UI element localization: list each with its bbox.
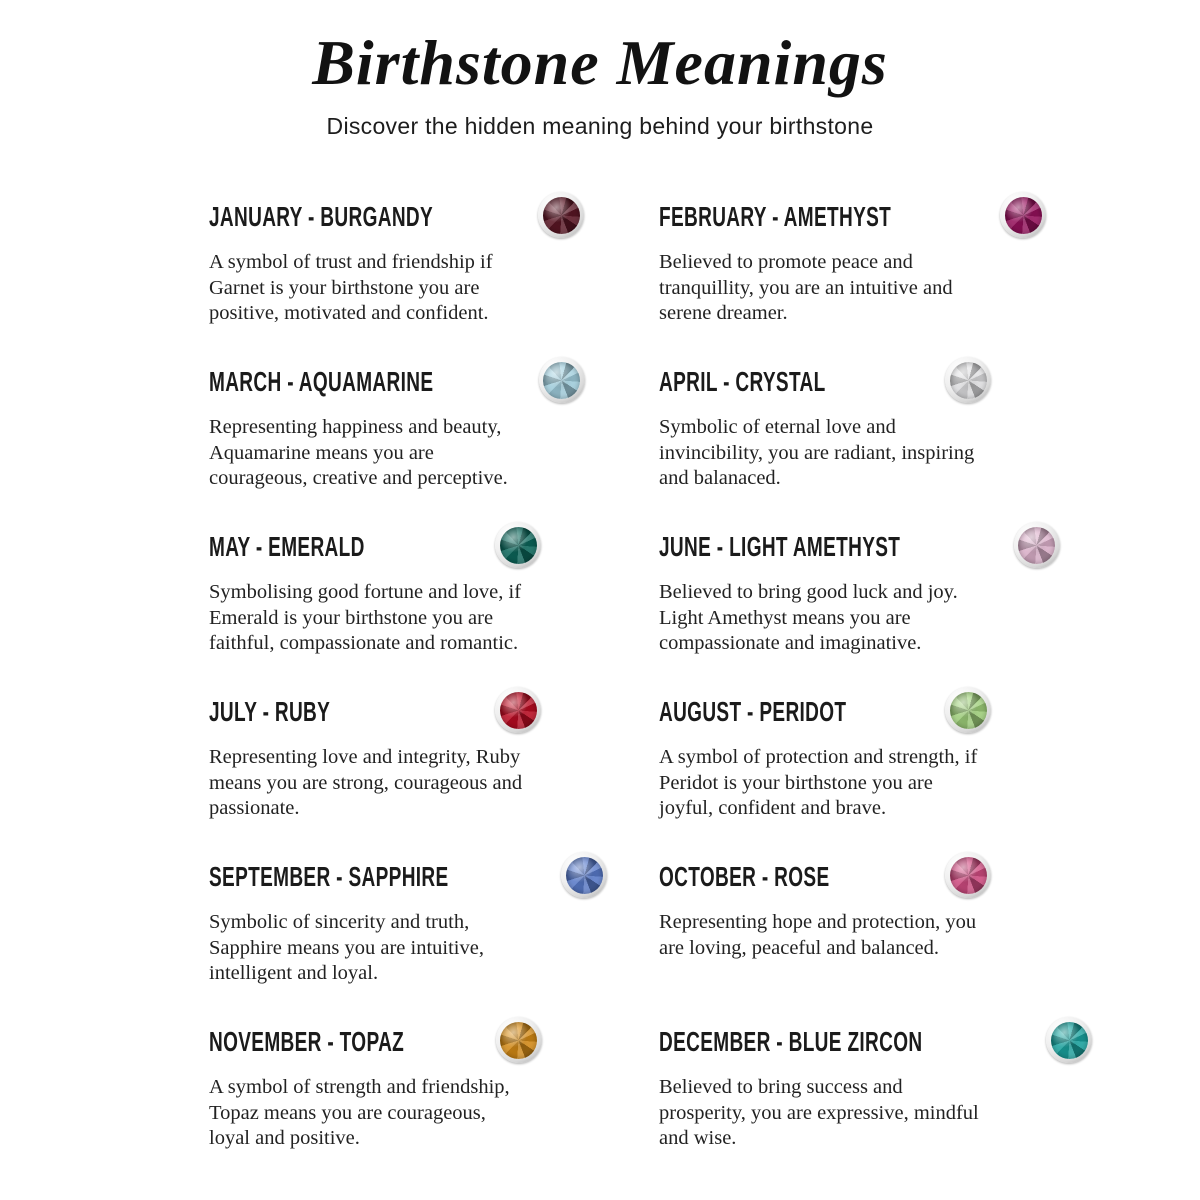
gem-icon bbox=[561, 852, 607, 898]
month-stone-heading: MAY - EMERALD bbox=[209, 531, 365, 563]
entry-head bbox=[209, 852, 541, 898]
gem-stone bbox=[500, 527, 537, 564]
entry-head bbox=[209, 192, 541, 238]
birthstone-description: Representing happiness and beauty, Aquamarine means you are courageous, creative and perceptive. bbox=[209, 416, 508, 489]
entry-head bbox=[209, 1017, 541, 1063]
entry-october bbox=[659, 852, 991, 1017]
birthstone-description: Believed to bring success and prosperity, you are expressive, mindful and wise. bbox=[659, 1076, 979, 1149]
entry-head bbox=[659, 522, 991, 568]
month-stone-heading: DECEMBER - BLUE ZIRCON bbox=[659, 1026, 923, 1058]
gem-icon bbox=[945, 687, 991, 733]
entry-march bbox=[209, 357, 541, 522]
gem-icon bbox=[1014, 522, 1060, 568]
gem-stone bbox=[566, 857, 603, 894]
month-stone-heading: JUNE - LIGHT AMETHYST bbox=[659, 531, 901, 563]
entry-june bbox=[659, 522, 991, 687]
gem-stone bbox=[950, 692, 987, 729]
entry-december bbox=[659, 1017, 991, 1182]
month-stone-heading: FEBRUARY - AMETHYST bbox=[659, 201, 892, 233]
gem-icon bbox=[1000, 192, 1046, 238]
gem-stone bbox=[950, 857, 987, 894]
entry-may bbox=[209, 522, 541, 687]
entry-head bbox=[209, 522, 541, 568]
gem-icon bbox=[496, 1017, 542, 1063]
birthstone-description: A symbol of protection and strength, if Peridot is your birthstone you are joyful, confident and brave. bbox=[659, 746, 978, 819]
entry-head bbox=[659, 192, 991, 238]
gem-stone bbox=[1005, 197, 1042, 234]
gem-icon bbox=[1046, 1017, 1092, 1063]
gem-stone bbox=[543, 197, 580, 234]
gem-icon bbox=[495, 687, 541, 733]
entry-head bbox=[659, 852, 991, 898]
gem-stone bbox=[500, 692, 537, 729]
birthstone-description: Representing love and integrity, Ruby means you are strong, courageous and passionate. bbox=[209, 746, 523, 819]
month-stone-heading: OCTOBER - ROSE bbox=[659, 861, 830, 893]
birthstone-grid bbox=[0, 192, 1200, 1182]
gem-icon bbox=[538, 192, 584, 238]
entry-august bbox=[659, 687, 991, 852]
entry-head bbox=[209, 687, 541, 733]
poster-header bbox=[0, 0, 1200, 140]
month-stone-heading: NOVEMBER - TOPAZ bbox=[209, 1026, 405, 1058]
birthstone-description: Symbolic of sincerity and truth, Sapphire means you are intuitive, intelligent and loyal. bbox=[209, 911, 484, 984]
gem-stone bbox=[950, 362, 987, 399]
month-stone-heading: AUGUST - PERIDOT bbox=[659, 696, 847, 728]
birthstone-description: Believed to promote peace and tranquillity, you are an intuitive and serene dreamer. bbox=[659, 251, 953, 324]
birthstone-description: Representing hope and protection, you are loving, peaceful and balanced. bbox=[659, 911, 977, 959]
entry-february bbox=[659, 192, 991, 357]
gem-icon bbox=[539, 357, 585, 403]
entry-november bbox=[209, 1017, 541, 1182]
birthstone-description: Symbolising good fortune and love, if Emerald is your birthstone you are faithful, compassionate and romantic. bbox=[209, 581, 522, 654]
gem-icon bbox=[495, 522, 541, 568]
entry-july bbox=[209, 687, 541, 852]
gem-stone bbox=[543, 362, 580, 399]
gem-icon bbox=[945, 357, 991, 403]
entry-january bbox=[209, 192, 541, 357]
month-stone-heading: SEPTEMBER - SAPPHIRE bbox=[209, 861, 449, 893]
entry-head bbox=[659, 357, 991, 403]
month-stone-heading: APRIL - CRYSTAL bbox=[659, 366, 826, 398]
birthstone-description: Believed to bring good luck and joy. Light Amethyst means you are compassionate and imaginative. bbox=[659, 581, 958, 654]
gem-stone bbox=[1018, 527, 1055, 564]
birthstone-description: A symbol of trust and friendship if Garnet is your birthstone you are positive, motivated and confident. bbox=[209, 251, 493, 324]
month-stone-heading: JANUARY - BURGANDY bbox=[209, 201, 434, 233]
gem-stone bbox=[500, 1022, 537, 1059]
gem-stone bbox=[1051, 1022, 1088, 1059]
entry-head bbox=[209, 357, 541, 403]
month-stone-heading: MARCH - AQUAMARINE bbox=[209, 366, 434, 398]
entry-september bbox=[209, 852, 541, 1017]
page-subtitle: Discover the hidden meaning behind your birthstone bbox=[326, 113, 874, 140]
page-title: Birthstone Meanings bbox=[312, 27, 888, 98]
gem-icon bbox=[945, 852, 991, 898]
month-stone-heading: JULY - RUBY bbox=[209, 696, 331, 728]
birthstone-description: A symbol of strength and friendship, Topaz means you are courageous, loyal and positive. bbox=[209, 1076, 510, 1149]
entry-head bbox=[659, 687, 991, 733]
entry-head bbox=[659, 1017, 991, 1063]
entry-april bbox=[659, 357, 991, 522]
birthstone-description: Symbolic of eternal love and invincibility, you are radiant, inspiring and balanaced. bbox=[659, 416, 975, 489]
